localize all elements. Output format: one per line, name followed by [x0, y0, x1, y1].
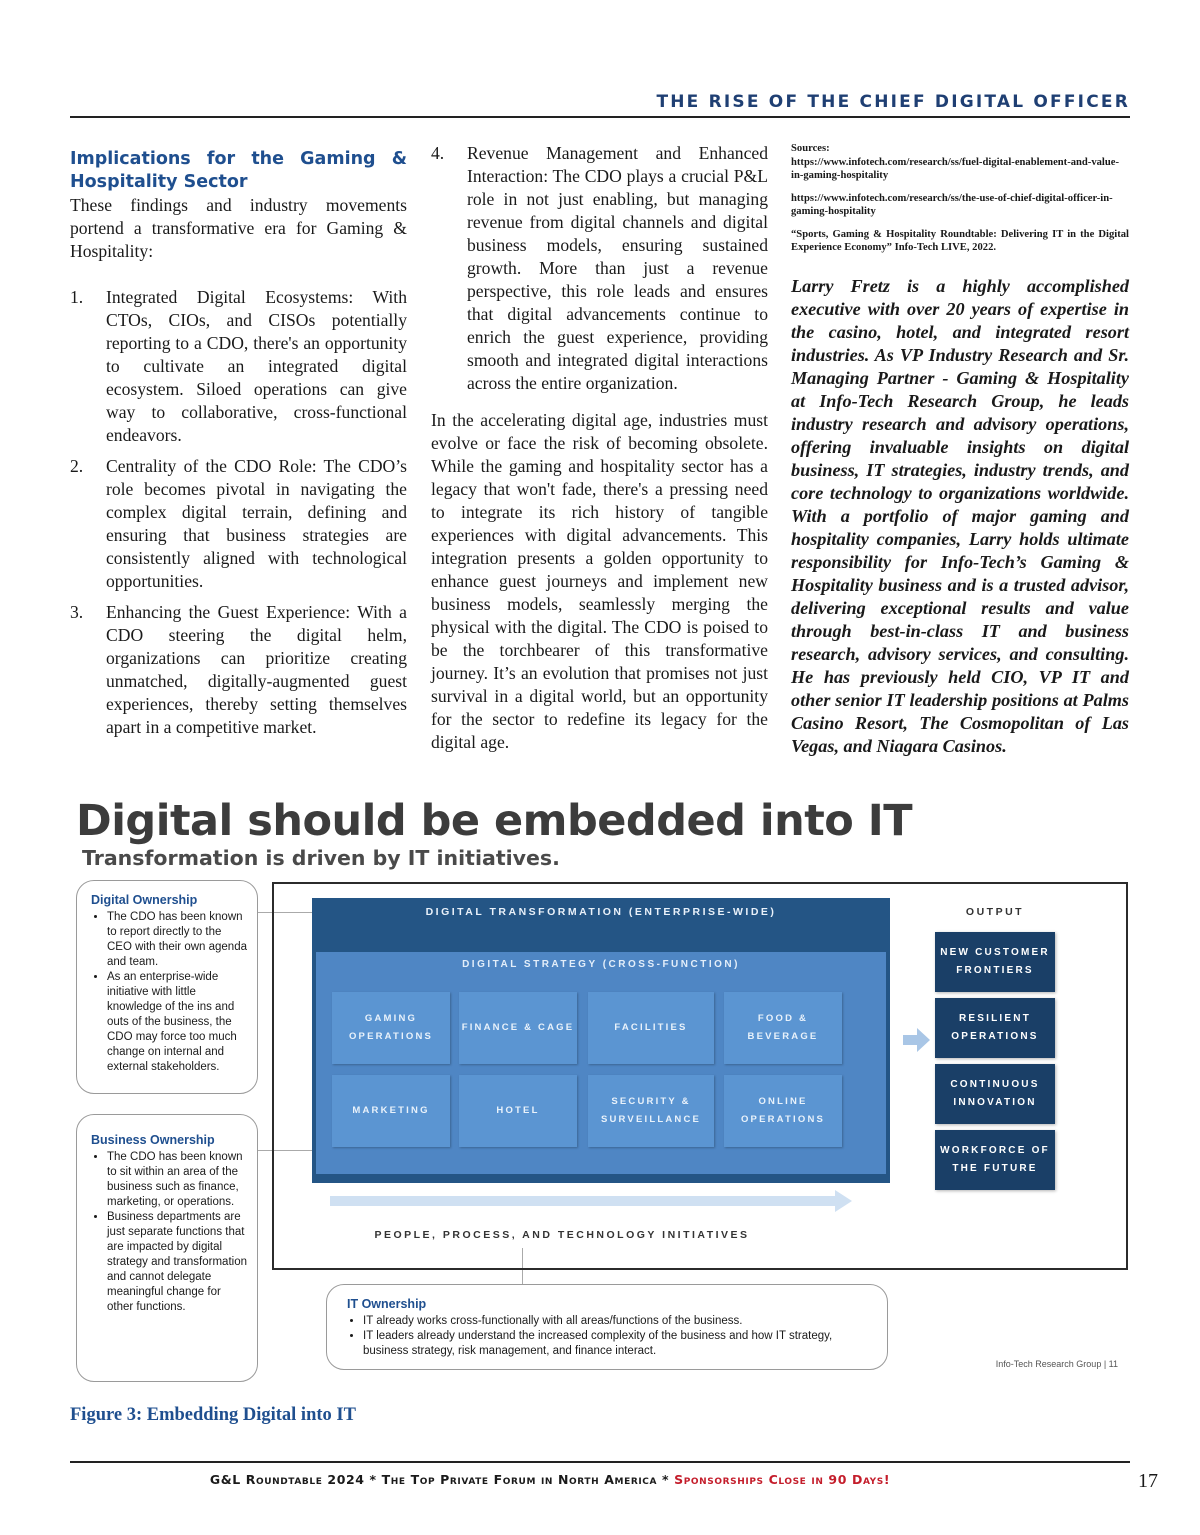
tile-gaming-operations: GAMING OPERATIONS — [332, 992, 450, 1064]
list-item: • IT already works cross-functionally with all areas/functions of the business. — [363, 1314, 873, 1329]
sources-label: Sources: — [791, 143, 830, 154]
tile-security-surveillance: SECURITY & SURVEILLANCE — [588, 1075, 714, 1147]
enterprise-label: DIGITAL TRANSFORMATION (ENTERPRISE-WIDE) — [425, 906, 777, 918]
source-citation: “Sports, Gaming & Hospitality Roundtable: Delivering IT in the Digital Experience Economy” Info-Tech LIVE, 2022. — [791, 228, 1129, 253]
output-workforce-of-the-future: WORKFORCE OF THE FUTURE — [935, 1130, 1055, 1190]
tile-facilities: FACILITIES — [588, 992, 714, 1064]
list-item: • IT leaders already understand the increased complexity of the business and how IT strategy, business strategy, risk management, and finance interact. — [363, 1329, 873, 1359]
figure-title: Digital should be embedded into IT — [76, 796, 913, 846]
tile-hotel: HOTEL — [459, 1075, 577, 1147]
running-header: THE RISE OF THE CHIEF DIGITAL OFFICER — [656, 92, 1130, 112]
list-number: 4. — [431, 143, 445, 163]
column-3 — [791, 142, 1129, 758]
tile-food-beverage: FOOD & BEVERAGE — [724, 992, 842, 1064]
list-number: 1. — [70, 287, 84, 307]
output-arrow-icon — [903, 1027, 931, 1053]
header-rule — [70, 116, 1130, 118]
author-bio: Larry Fretz is a highly accomplished executive with over 20 years of expertise in the casino, hotel, and integrated resort industries. As VP Industry Research and Sr. Managing Partner - Gaming & Hospitality at Info-Tech Research Group, he leads industry research and advisory operations, offering invaluable insights on digital business, IT strategies, industry trends, and core technology to organizations worldwide. With a portfolio of major gaming and hospitality companies, Larry holds ultimate responsibility for Info-Tech’s Gaming & Hospitality business and is a trusted advisor, delivering exceptional results and value through best-in-class IT and business research, advisory services, and consulting. He has previously held CIO, VP IT and other senior IT leadership positions at Palms Casino Resort, The Cosmopolitan of Las Vegas, and Niagara Casinos. — [791, 275, 1129, 756]
column-2 — [431, 142, 768, 754]
figure-caption: Figure 3: Embedding Digital into IT — [70, 1405, 356, 1425]
business-ownership-heading: Business Ownership — [91, 1133, 215, 1147]
source-link[interactable]: https://www.infotech.com/research/ss/the-use-of-chief-digital-officer-in-gaming-hospitality — [791, 192, 1113, 217]
intro-paragraph: These findings and industry movements portend a transformative era for Gaming & Hospitality: — [70, 195, 407, 261]
section-heading: Implications for the Gaming & Hospitality Sector — [70, 149, 407, 192]
page-number: 17 — [1138, 1470, 1158, 1492]
list-item: • Business departments are just separate functions that are impacted by digital strategy and transformation and cannot delegate meaningful change for other functions. — [107, 1210, 247, 1315]
footer-text: G&L Roundtable 2024 * The Top Private Forum in North America * — [209, 1472, 675, 1487]
footer-highlight: Sponsorships Close in 90 Days! — [674, 1472, 891, 1487]
strategy-label: DIGITAL STRATEGY (CROSS-FUNCTION) — [462, 959, 740, 970]
output-continuous-innovation: CONTINUOUS INNOVATION — [935, 1064, 1055, 1124]
list-number: 3. — [70, 602, 84, 622]
list-text: Centrality of the CDO Role: The CDO’s role becomes pivotal in navigating the complex digital terrain, defining and ensuring that business strategies are consistently aligned with technological opportunities. — [106, 456, 407, 591]
it-ownership-heading: IT Ownership — [347, 1297, 427, 1311]
list-text: Integrated Digital Ecosystems: With CTOs, CIOs, and CISOs potentially reporting to a CDO, there's an opportunity to cultivate an integrated digital ecosystem. Siloed operations can give way to collaborative, cross-functional endeavors. — [106, 287, 407, 445]
list-text: Revenue Management and Enhanced Interaction: The CDO plays a crucial P&L role in not just enabling, but managing revenue from digital channels and digital business models, ensuring sustained growth. More than just a revenue perspective, this role leads and ensures that digital advancements continue to enrich the guest experience, providing smooth and integrated digital interactions across the entire organization. — [467, 143, 768, 393]
output-label: OUTPUT — [965, 906, 1025, 918]
list-item — [70, 455, 407, 593]
people-label: PEOPLE, PROCESS, AND TECHNOLOGY INITIATIVES — [374, 1229, 750, 1241]
tile-marketing: MARKETING — [332, 1075, 450, 1147]
footer-banner — [70, 1472, 1030, 1487]
list-text: Enhancing the Guest Experience: With a CDO steering the digital helm, organizations can prioritize creating unmatched, digitally-augmented guest experiences, thereby setting themselves apart in a competitive market. — [106, 602, 407, 737]
list-item — [70, 286, 407, 447]
list-number: 2. — [70, 456, 84, 476]
source-link[interactable]: https://www.infotech.com/research/ss/fuel-digital-enablement-and-value-in-gaming-hospitality — [791, 156, 1119, 181]
digital-ownership-box — [76, 880, 258, 1094]
footer-rule — [70, 1461, 1130, 1463]
output-resilient-operations: RESILIENT OPERATIONS — [935, 998, 1055, 1058]
body-paragraph: In the accelerating digital age, industries must evolve or face the risk of becoming obsolete. While the gaming and hospitality sector has a legacy that won't fade, there's a pressing need to integrate its rich history of tangible experiences with digital advancements. This integration presents a golden opportunity to enhance guest journeys and implement new business models, seamlessly merging the physical with the digital. The CDO is poised to be the torchbearer of this transformative journey. It’s an evolution that promises not just survival in a digital world, but an opportunity for the sector to redefine its legacy for the digital age. — [431, 410, 768, 752]
tile-online-operations: ONLINE OPERATIONS — [724, 1075, 842, 1147]
figure-credit: Info-Tech Research Group | 11 — [995, 1359, 1118, 1369]
list-item: • The CDO has been known to sit within an area of the business such as finance, marketing, or operations. — [107, 1150, 247, 1210]
figure-subtitle: Transformation is driven by IT initiatives. — [82, 846, 560, 870]
list-item: • The CDO has been known to report directly to the CEO with their own agenda and team. — [107, 910, 247, 970]
tile-finance-cage: FINANCE & CAGE — [459, 992, 577, 1064]
it-ownership-box — [326, 1284, 888, 1370]
list-item — [431, 142, 768, 395]
output-new-customer-frontiers: NEW CUSTOMER FRONTIERS — [935, 932, 1055, 992]
column-1 — [70, 148, 407, 739]
list-item — [70, 601, 407, 739]
initiatives-arrow-icon — [330, 1189, 855, 1213]
digital-ownership-heading: Digital Ownership — [91, 893, 198, 907]
list-item: • As an enterprise-wide initiative with little knowledge of the ins and outs of the business, the CDO may force too much change on internal and external stakeholders. — [107, 970, 247, 1075]
business-ownership-box — [76, 1114, 258, 1382]
